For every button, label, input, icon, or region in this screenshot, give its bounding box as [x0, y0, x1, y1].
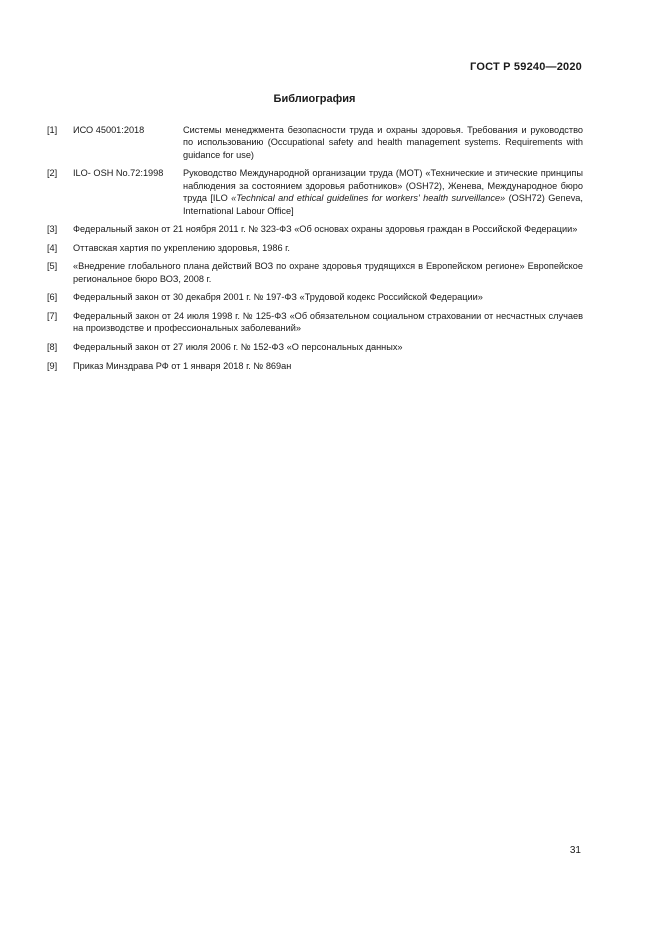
entry-text: Федеральный закон от 24 июля 1998 г. № 125-ФЗ «Об обязательном социальном страховании от несчастных случаев на производстве и профессиональных заболеваний»: [73, 311, 583, 334]
bibliography-list: [47, 124, 583, 378]
entry-text: «Внедрение глобального плана действий ВОЗ по охране здоровья трудящихся в Европейском регионе» Европейское региональное бюро ВОЗ, 2008 г.: [73, 261, 583, 284]
entry-number: [8]: [47, 342, 58, 352]
entry-description-text: Руководство Международной организации труда (МОТ) «Технические и этические принципы наблюдения за состоянием здоровья работников» (OSH72), Женева, Международное бюро труда [ILO: [183, 168, 583, 204]
entry-number: [3]: [47, 224, 58, 235]
entry-text: Оттавская хартия по укреплению здоровья, 1986 г.: [73, 242, 290, 253]
entry-description-italic: «Technical and ethical guidelines for workers' health surveillance»: [231, 193, 506, 204]
entry-number: [7]: [47, 311, 58, 321]
entry-number: [2]: [47, 168, 58, 179]
entry-number: [6]: [47, 292, 58, 303]
entry-text: Федеральный закон от 30 декабря 2001 г. № 197-ФЗ «Трудовой кодекс Российской Федерации»: [73, 292, 483, 303]
bibliography-entry: [47, 260, 583, 285]
entry-text: Федеральный закон от 21 ноября 2011 г. № 323-ФЗ «Об основах охраны здоровья граждан в Российской Федерации»: [73, 224, 578, 235]
entry-number: [1]: [47, 125, 58, 135]
bibliography-entry: [47, 223, 583, 235]
bibliography-entry: [47, 310, 583, 335]
entry-number: [4]: [47, 242, 58, 253]
standard-code: ГОСТ Р 59240—2020: [470, 61, 582, 73]
entry-number: [5]: [47, 261, 58, 272]
entry-text: Приказ Минздрава РФ от 1 января 2018 г. № 869ан: [73, 360, 292, 371]
entry-description: Системы менеджмента безопасности труда и охраны здоровья. Требования и руководство по использованию (Occupational safety and health management systems. Requirements with guidance for use): [183, 125, 583, 160]
entry-number: [9]: [47, 360, 58, 371]
bibliography-entry: [47, 291, 583, 303]
entry-description: [183, 167, 583, 217]
bibliography-entry: [47, 242, 583, 254]
bibliography-entry: [47, 341, 583, 353]
entry-description-text: (OSH72) Geneva, International Labour Office]: [183, 193, 583, 216]
entry-code: ИСО 45001:2018: [73, 125, 145, 135]
entry-code: ILO- OSH No.72:1998: [73, 168, 164, 179]
entry-text: Федеральный закон от 27 июля 2006 г. № 152-ФЗ «О персональных данных»: [73, 342, 403, 352]
bibliography-entry: [47, 360, 583, 372]
bibliography-entry: [47, 167, 583, 217]
page-number: 31: [569, 845, 581, 856]
page-title: Библиография: [273, 93, 356, 105]
bibliography-entry: [47, 124, 583, 161]
